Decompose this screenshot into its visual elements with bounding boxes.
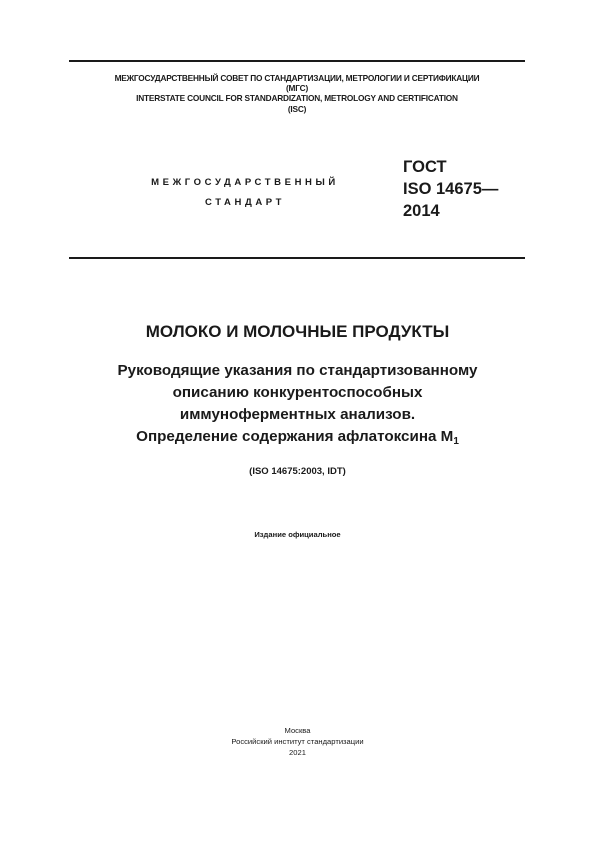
subtitle-line-4-text: Определение содержания афлатоксина M <box>136 428 454 445</box>
middle-rule <box>69 257 525 259</box>
council-name-ru: МЕЖГОСУДАРСТВЕННЫЙ СОВЕТ ПО СТАНДАРТИЗАЦИИ, МЕТРОЛОГИИ И СЕРТИФИКАЦИИ <box>114 73 480 83</box>
standard-designation <box>403 156 498 222</box>
designation-iso-number: ISO 14675— <box>403 180 499 198</box>
designation-year: 2014 <box>403 202 440 220</box>
document-title: МОЛОКО И МОЛОЧНЫЕ ПРОДУКТЫ <box>145 322 450 341</box>
imprint <box>120 725 475 758</box>
subtitle-line-3: иммуноферментных анализов. <box>179 406 416 423</box>
standard-type-line1: МЕЖГОСУДАРСТВЕННЫЙ <box>151 177 339 188</box>
council-name-en: INTERSTATE COUNCIL FOR STANDARDIZATION, METROLOGY AND CERTIFICATION <box>136 93 458 104</box>
top-rule <box>69 60 525 62</box>
subtitle-line-2: описанию конкурентоспособных <box>172 384 423 401</box>
council-header <box>69 73 525 114</box>
council-abbr-ru: (МГС) <box>285 83 309 94</box>
imprint-publisher: Российский институт стандартизации <box>231 737 364 746</box>
standard-type-line2: СТАНДАРТ <box>205 197 285 208</box>
standard-type <box>110 173 380 213</box>
edition-note: Издание официальное <box>254 530 341 539</box>
subtitle-line-4 <box>55 426 540 448</box>
imprint-year: 2021 <box>289 748 306 757</box>
imprint-city: Москва <box>284 726 311 735</box>
designation-gost: ГОСТ <box>403 158 447 176</box>
council-abbr-en: (ISC) <box>287 103 307 114</box>
subtitle-line-1: Руководящие указания по стандартизованному <box>117 362 478 379</box>
subtitle-subscript: 1 <box>453 436 459 447</box>
document-subtitle <box>55 360 540 448</box>
iso-reference: (ISO 14675:2003, IDT) <box>249 466 346 477</box>
